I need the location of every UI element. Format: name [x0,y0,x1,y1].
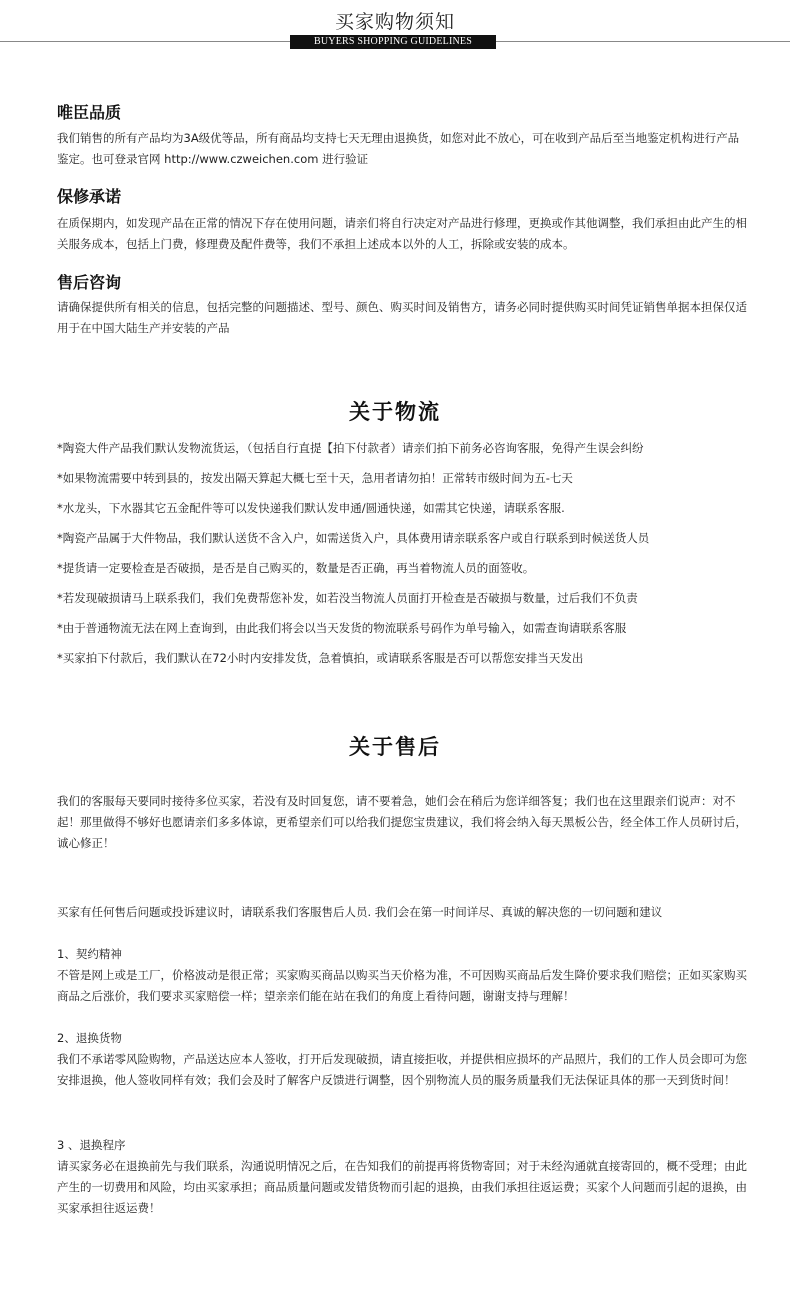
section-2-title: 2、退换货物 [57,1031,122,1045]
section-3-text: 请买家务必在退换前先与我们联系，沟通说明情况之后，在告知我们的前提再将货物寄回；对于未经沟通就直接寄回的，概不受理；由此产生的一切费用和风险，均由买家承担；商品质量问题或发错货物而引起的退换，由我们承担往返运费；买家个人问题而引起的退换，由买家承担往返运费！ [57,1159,747,1215]
logistics-item: *水龙头，下水器其它五金配件等可以发快递我们默认发申通/圆通快递，如需其它快递，请联系客服. [57,501,565,515]
warranty-text: 在质保期内，如发现产品在正常的情况下存在使用问题，请亲们将自行决定对产品进行修理，更换或作其他调整，我们承担由此产生的相关服务成本，包括上门费，修理费及配件费等，我们不承担上述成本以外的人工，拆除或安装的成本。 [57,216,747,251]
quality-text: 我们销售的所有产品均为3A级优等品，所有商品均支持七天无理由退换货，如您对此不放心，可在收到产品后至当地鉴定机构进行产品鉴定。也可登录官网 http://www.czweichen.com 进行验证 [57,131,740,166]
aftersale-intro: 我们的客服每天要同时接待多位买家，若没有及时回复您，请不要着急，她们会在稍后为您详细答复；我们也在这里跟亲们说声：对不起！那里做得不够好也愿请亲们多多体谅，更希望亲们可以给我们提您宝贵建议，我们将会纳入每天黑板公告，经全体工作人员研讨后，诚心修正！ [57,794,747,850]
aftersale-contact: 买家有任何售后问题或投诉建议时，请联系我们客服售后人员. 我们会在第一时间详尽、真诚的解决您的一切问题和建议 [57,905,663,919]
section-1-title: 1、契约精神 [57,947,122,961]
logistics-item: *提货请一定要检查是否破损，是否是自己购买的，数量是否正确，再当着物流人员的面签收。 [57,561,535,575]
aftersale-title: 关于售后 [349,735,441,759]
page-header [0,0,790,52]
logistics-item: *如果物流需要中转到县的，按发出隔天算起大概七至十天，急用者请勿拍！正常转市级时间为五-七天 [57,471,573,485]
consult-text: 请确保提供所有相关的信息，包括完整的问题描述、型号、颜色、购买时间及销售方，请务必同时提供购买时间凭证销售单据本担保仅适用于在中国大陆生产并安装的产品 [57,300,747,335]
logistics-item: *由于普通物流无法在网上查询到，由此我们将会以当天发货的物流联系号码作为单号输入，如需查询请联系客服 [57,621,627,635]
logistics-item: *买家拍下付款后，我们默认在72小时内安排发货，急着慎拍，或请联系客服是否可以帮您安排当天发出 [57,651,584,665]
warranty-title: 保修承诺 [57,187,122,206]
section-2-text: 我们不承诺零风险购物，产品送达应本人签收，打开后发现破损，请直接拒收，并提供相应损坏的产品照片，我们的工作人员会即可为您安排退换，他人签收同样有效；我们会及时了解客户反馈进行调整，因个别物流人员的服务质量我们无法保证具体的那一天到货时间！ [57,1052,747,1087]
logistics-item: *陶瓷产品属于大件物品，我们默认送货不含入户，如需送货入户，具体费用请亲联系客户或自行联系到时候送货人员 [57,531,650,545]
logistics-item: *若发现破损请马上联系我们，我们免费帮您补发，如若没当物流人员面打开检查是否破损与数量，过后我们不负责 [57,591,638,605]
section-3-title: 3 、退换程序 [57,1138,126,1152]
quality-title: 唯臣品质 [57,103,122,122]
logistics-item: *陶瓷大件产品我们默认发物流货运，（包括自行直提【拍下付款者）请亲们拍下前务必咨询客服，免得产生误会纠纷 [57,441,644,455]
consult-title: 售后咨询 [57,273,122,292]
section-1-text: 不管是网上或是工厂，价格波动是很正常；买家购买商品以购买当天价格为准，不可因购买商品后发生降价要求我们赔偿；正如买家购买商品之后涨价，我们要求买家赔偿一样；望亲亲们能在站在我们的角度上看待问题，谢谢支持与理解！ [57,968,747,1003]
header-banner: BUYERS SHOPPING GUIDELINES [290,35,496,49]
logistics-title: 关于物流 [349,400,441,424]
page-title: 买家购物须知 [334,11,455,33]
